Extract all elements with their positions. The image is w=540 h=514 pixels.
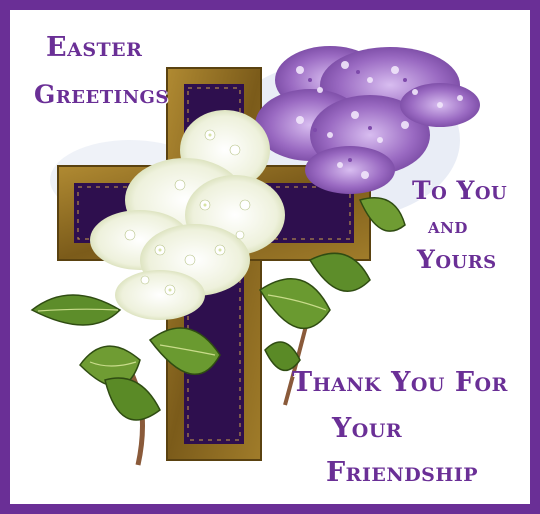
- greeting-line-greetings: Greetings: [34, 80, 169, 109]
- greeting-line-yours: Yours: [417, 245, 497, 274]
- message-line-your: Your: [332, 413, 403, 444]
- greeting-line-and: and: [428, 213, 468, 238]
- message-line-thank-you-for: Thank You For: [292, 367, 508, 398]
- greeting-line-easter: Easter: [46, 32, 143, 63]
- message-line-friendship: Friendship: [326, 457, 479, 488]
- greeting-line-to-you: To You: [412, 176, 508, 205]
